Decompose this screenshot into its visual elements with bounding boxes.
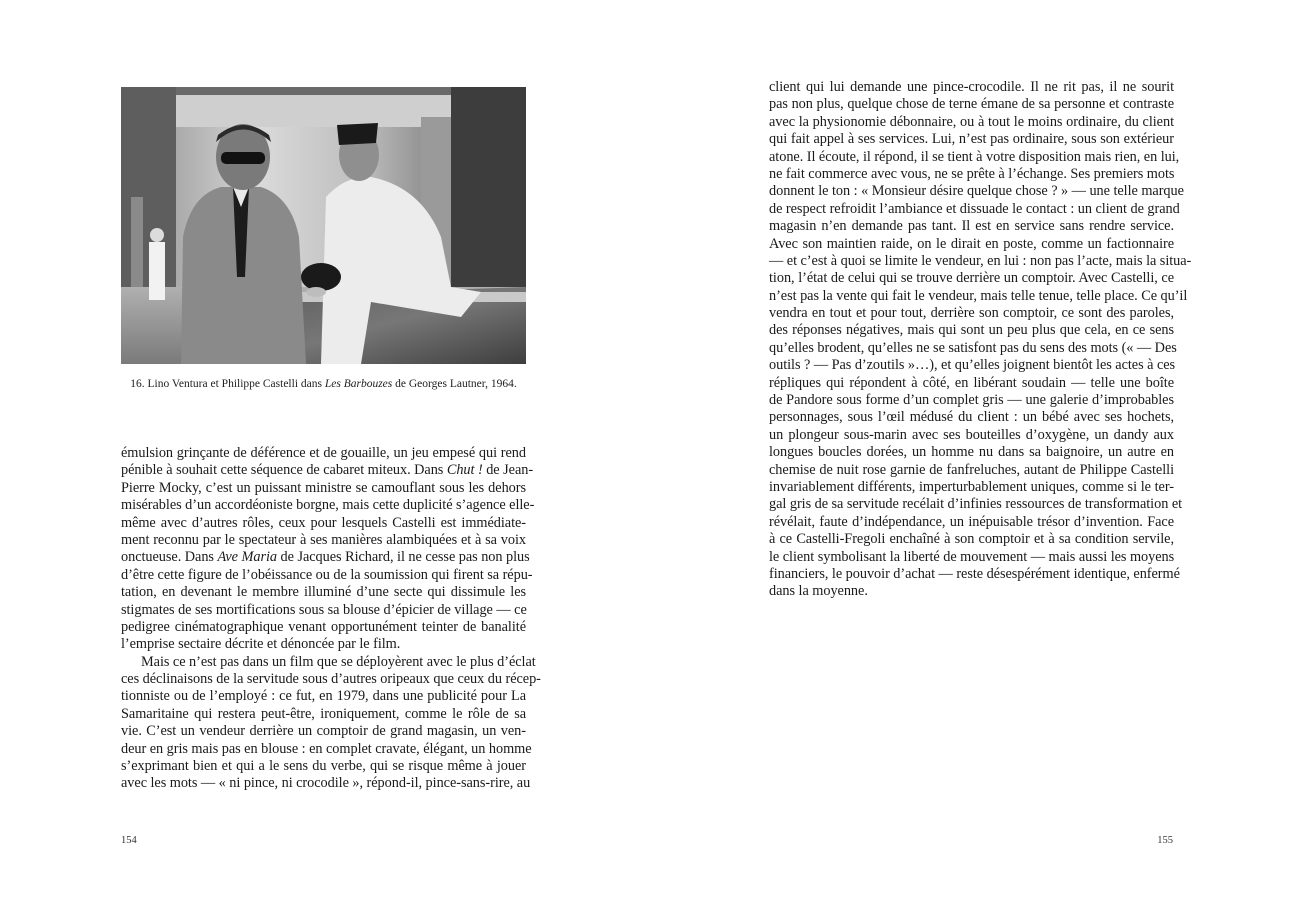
- photo-caption: [121, 377, 526, 391]
- text-line: financiers, le pouvoir d’achat — reste désespérément identique, enfermé: [769, 565, 1180, 582]
- text-line: de respect refroidit l’ambiance et dissuade le contact : un client de grand: [769, 200, 1180, 217]
- text-line: l’emprise sectaire décrite et dénoncée par le film.: [121, 636, 401, 653]
- paragraph: [769, 79, 1192, 601]
- caption-suffix: de Georges Lautner, 1964.: [392, 378, 517, 390]
- text-line: avec les mots — « ni pince, ni crocodile », répond-il, pince-sans-rire, au: [121, 775, 531, 792]
- caption-prefix: 16. Lino Ventura et Philippe Castelli dans: [130, 378, 325, 390]
- text-line: tionniste ou de l’employé : ce fut, en 1979, dans une publicité pour La: [121, 688, 526, 705]
- text-line: Pierre Mocky, c’est un puissant ministre se camouflant sous les dehors: [121, 479, 526, 496]
- text-line: un plongeur sous-marin avec ses bouteilles d’oxygène, un dandy aux: [769, 426, 1174, 443]
- text-line: outils ? — Pas d’zoutils »…), et qu’elles joignent bientôt les actes à ces: [769, 357, 1176, 374]
- text-line: ces déclinaisons de la servitude sous d’autres oripeaux que ceux du récep-: [121, 671, 541, 688]
- text-line: misérables d’un accordéoniste borgne, mais cette duplicité s’agence elle-: [121, 497, 535, 514]
- text-line: tion, l’état de celui qui se trouve derrière un comptoir. Avec Castelli, ce: [769, 270, 1174, 287]
- paragraph: [121, 653, 541, 793]
- text-line: n’est pas la vente qui fait le vendeur, mais telle tenue, telle place. Ce qu’il: [769, 287, 1188, 304]
- text-line: atone. Il écoute, il répond, il se tient à votre disposition mais rien, en lui,: [769, 148, 1180, 165]
- left-body-text: [121, 445, 541, 793]
- text-line: chemise de nuit rose garnie de fanfreluches, autant de Philippe Castelli: [769, 461, 1174, 478]
- text-line: donnent le ton : « Monsieur désire quelque chose ? » — une telle marque: [769, 183, 1184, 200]
- page-number: 155: [1157, 835, 1173, 846]
- text-line: ne fait commerce avec vous, ne se prête à l’échange. Ses premiers mots: [769, 165, 1175, 182]
- text-line: gal gris de sa servitude recélait d’infinies ressources de transformation et: [769, 496, 1183, 513]
- text-line: pénible à souhait cette séquence de cabaret miteux. Dans Chut ! de Jean-: [121, 462, 534, 479]
- text-line: Avec son maintien raide, on le dirait en poste, comme un factionnaire: [769, 235, 1174, 252]
- text-line: pas non plus, quelque chose de terne émane de sa personne et contraste: [769, 96, 1174, 113]
- text-line: personnages, sous l’œil médusé du client : un bébé avec ses hochets,: [769, 409, 1174, 426]
- film-still-photo: [121, 87, 526, 364]
- text-line: invariablement différents, imperturbablement uniques, comme si le ter-: [769, 478, 1174, 495]
- text-line: vendra en tout et pour tout, derrière son comptoir, ce sont des paroles,: [769, 305, 1174, 322]
- text-line: révélait, faute d’indépendance, un inépuisable trésor d’invention. Face: [769, 513, 1174, 530]
- page-number: 154: [121, 835, 137, 846]
- text-line: dans la moyenne.: [769, 583, 868, 600]
- text-line: magasin n’en demande pas tant. Il est en service sans rendre service.: [769, 218, 1174, 235]
- text-line: le client symbolisant la liberté de mouvement — mais aussi les moyens: [769, 548, 1175, 565]
- text-line: tation, en devenant le membre illuminé d’une secte qui dissimule les: [121, 584, 526, 601]
- text-line: — et c’est à quoi se limite le vendeur, en lui : non pas l’acte, mais la situa-: [769, 252, 1192, 269]
- text-line: client qui lui demande une pince-crocodile. Il ne rit pas, il ne sourit: [769, 79, 1174, 95]
- text-line: des réponses négatives, mais qui sont un peu plus que cela, en ce sens: [769, 322, 1174, 339]
- paragraph: [121, 445, 535, 654]
- text-line: répliques qui répondent à côté, en libérant soudain — telle une boîte: [769, 374, 1174, 391]
- text-line: même avec d’autres rôles, ceux pour lesquels Castelli est immédiate-: [121, 514, 526, 531]
- text-line: qui fait appel à ses services. Lui, n’est pas ordinaire, sous son extérieur: [769, 131, 1174, 148]
- photograph-icon: [121, 87, 526, 364]
- text-line: d’être cette figure de l’obéissance ou de la soumission qui firent sa répu-: [121, 566, 533, 583]
- text-line: avec la physionomie débonnaire, ou à tout le moins ordinaire, du client: [769, 113, 1174, 130]
- text-line: deur en gris mais pas en blouse : en complet cravate, élégant, un homme: [121, 740, 532, 757]
- text-line: émulsion grinçante de déférence et de gouaille, un jeu empesé qui rend: [121, 445, 526, 461]
- text-line: stigmates de ses mortifications sous sa blouse d’épicier de village — ce: [121, 601, 527, 618]
- text-line: Samaritaine qui restera peut-être, ironiquement, comme le rôle de sa: [121, 705, 526, 722]
- text-line: pedigree cinématographique venant opportunément teinter de banalité: [121, 618, 526, 635]
- text-line: s’exprimant bien et qui a le sens du verbe, qui se risque même à jouer: [121, 758, 526, 775]
- text-line: vie. C’est un vendeur derrière un comptoir de grand magasin, un ven-: [121, 723, 526, 740]
- text-line: longues boucles dorées, un homme nu dans sa baignoire, un autre en: [769, 444, 1174, 461]
- caption-film-title: Les Barbouzes: [324, 378, 393, 390]
- text-line: à ce Castelli-Fregoli enchaîné à son comptoir et à sa condition servile,: [769, 531, 1174, 548]
- text-line: qu’elles brodent, qu’elles ne se satisfont pas du sens des mots (« — Des: [769, 339, 1177, 356]
- text-line: onctueuse. Dans Ave Maria de Jacques Richard, il ne cesse pas non plus: [121, 549, 530, 566]
- right-body-text: [769, 79, 1192, 601]
- text-line: de Pandore sous forme d’un complet gris — une galerie d’improbables: [769, 392, 1174, 409]
- text-line: Mais ce n’est pas dans un film que se déployèrent avec le plus d’éclat: [141, 653, 536, 670]
- right-page: [647, 0, 1294, 913]
- text-line: ment reconnu par le spectateur à ses manières alambiquées et à sa voix: [121, 531, 526, 548]
